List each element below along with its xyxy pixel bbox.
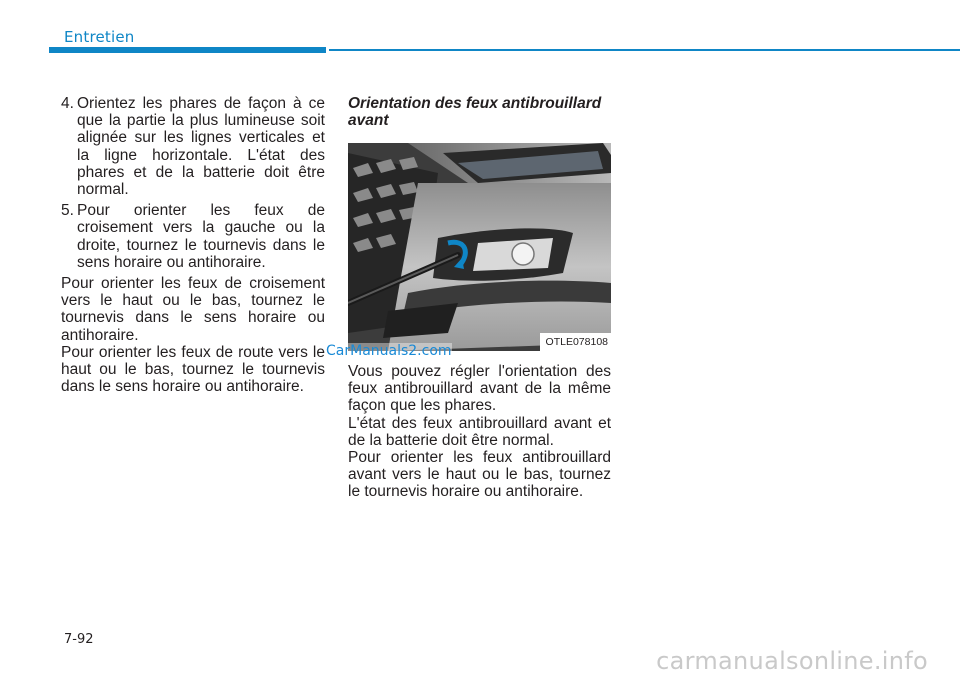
step-text: Orientez les phares de façon à ce que la partie la plus lumineuse soit alignée sur les lignes verticales et la ligne horizontale. L'état des phares et de la batterie doit être normal. (77, 95, 325, 199)
section-title: Entretien (64, 28, 135, 46)
watermark-footer: carmanualsonline.info (656, 647, 928, 675)
step-number: 4. (61, 95, 74, 112)
header-rule-thick (49, 47, 326, 53)
step-item-5 (61, 202, 325, 271)
step-sub-paragraph: Pour orienter les feux de croisement vers le haut ou le bas, tournez le tournevis dans le sens horaire ou antihoraire. (61, 275, 325, 344)
section-heading: Orientation des feux antibrouillard avant (348, 95, 602, 129)
watermark-link[interactable]: CarManuals2.com (326, 343, 452, 359)
body-paragraph: Pour orienter les feux antibrouillard avant vers le haut ou le bas, tournez le tournevis horaire ou antihoraire. (348, 449, 611, 501)
fog-light-figure (348, 143, 611, 351)
page-number: 7-92 (64, 632, 94, 647)
left-column (61, 95, 325, 395)
right-column (348, 95, 611, 501)
header-rule-thin (329, 49, 960, 51)
body-paragraph: L'état des feux antibrouillard avant et de la batterie doit être normal. (348, 414, 611, 449)
step-text: Pour orienter les feux de croisement vers la gauche ou la droite, tournez le tournevis dans le sens horaire ou antihoraire. (77, 202, 325, 271)
fog-light-illustration (348, 143, 611, 351)
figure-code: OTLE078108 (540, 333, 611, 351)
step-number: 5. (61, 202, 74, 220)
body-paragraph: Vous pouvez régler l'orientation des feux antibrouillard avant de la même façon que les phares. (348, 363, 611, 415)
step-sub-paragraph: Pour orienter les feux de route vers le haut ou le bas, tournez le tournevis dans le sens horaire ou antihoraire. (61, 343, 325, 396)
step-item-4 (61, 95, 325, 198)
